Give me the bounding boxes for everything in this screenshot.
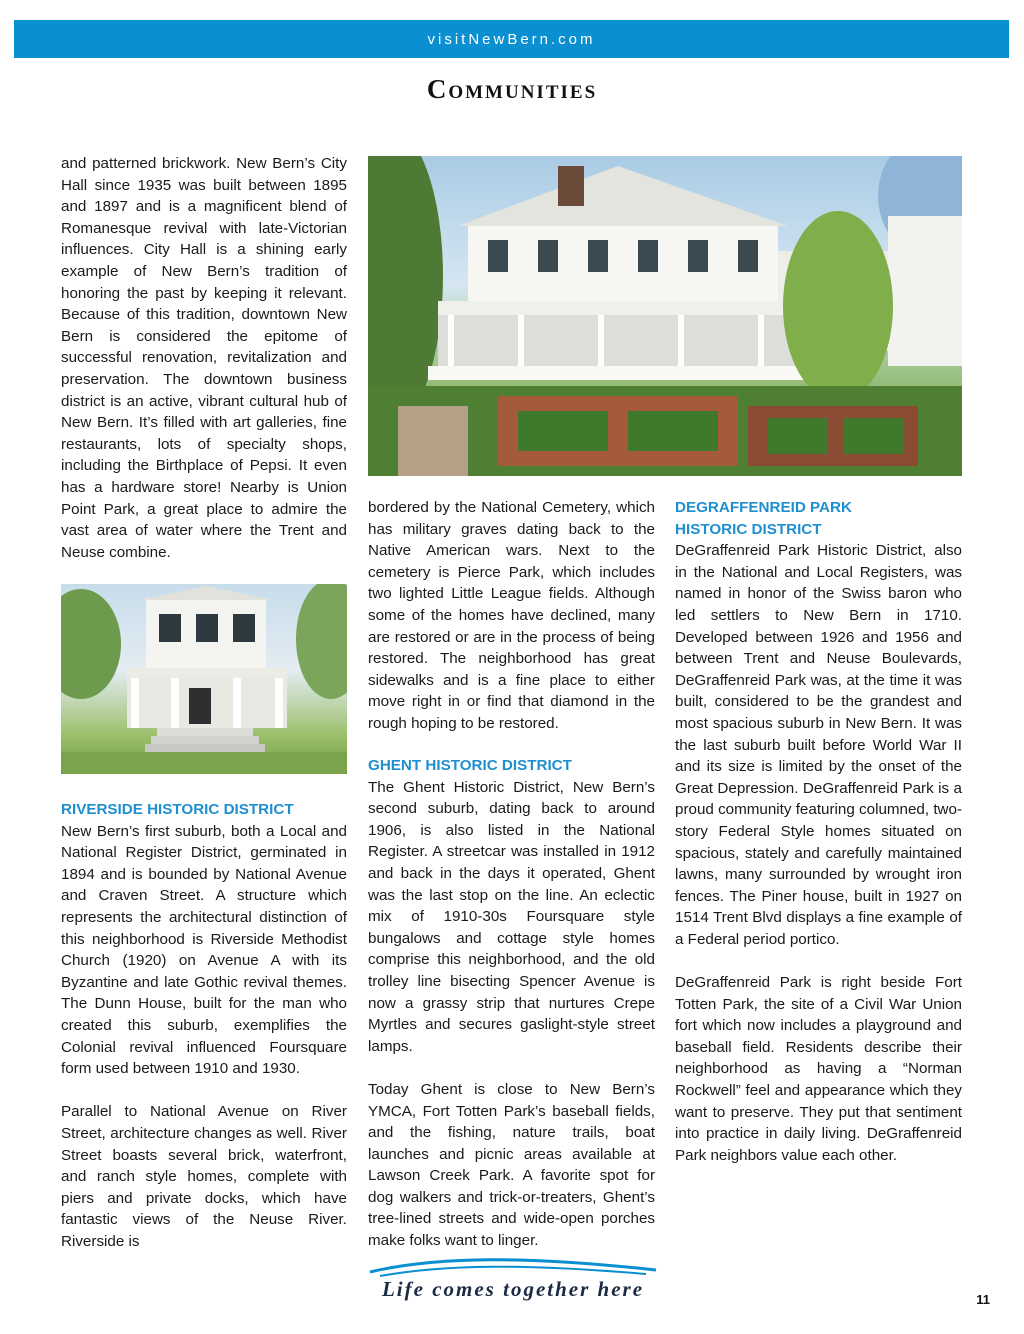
degraffenreid-paragraph-1: DeGraffenreid Park Historic District, also in the National and Local Registers, was named in honor of the Swiss baron who led settlers to New Bern in 1710. Developed between 1926 and 1956 and between Trent and Neuse Boulevards, DeGraffenreid Park was, at the time it was built, considered to be the grandest and most spacious suburb in New Bern. It was the last suburb built before World War II and its size is limited by the onset of the Great Depression. DeGraffenreid Park is a proud community featuring columned, two-story Federal Style homes situated on spacious, stately and carefully maintained lawns, many surrounded by wrought iron fences. The Piner house, built in 1927 on 1514 Trent Blvd displays a fine example of a Federal period portico. [675, 542, 963, 948]
ghent-heading: GHENT HISTORIC DISTRICT [368, 757, 572, 774]
site-url: visitNewBern.com [427, 30, 596, 48]
degraffenreid-heading-line-1: DEGRAFFENREID PARK [675, 499, 852, 516]
ghent-section [368, 755, 655, 1252]
site-header-bar [14, 20, 1009, 58]
ghent-paragraph-2: Today Ghent is close to New Bern’s YMCA, Fort Totten Park’s baseball fields, and the fishing, nature trails, boat launches and picnic areas available at Lawson Creek Park. A favorite spot for dog walkers and trick-or-treaters, Ghent’s tree-lined streets and wide-open porches make folks want to linger. [368, 1080, 655, 1250]
riverside-continued-paragraph: bordered by the National Cemetery, which has military graves dating back to the Native American wars. Next to the cemetery is Pierce Park, which includes two lighted Little League fields. Although some of the homes have declined, many are restored or are in the process of being restored. The neighborhood has great sidewalks and is a fine place to either move right in or find that diamond in the rough hoping to be restored. [368, 499, 655, 732]
riverside-heading: RIVERSIDE HISTORIC DISTRICT [61, 801, 294, 818]
intro-paragraph: and patterned brickwork. New Bern’s City Hall since 1935 was built between 1895 and 1897 and is a magnificent blend of Romanesque revival with late-Victorian influences. City Hall is a shining early example of New Bern’s tradition of honoring the past by keeping it relevant. Because of this tradition, downtown New Bern is considered the epitome of successful renovation, revitalization and preservation. The downtown business district is an active, vibrant cultural hub of New Bern. It’s filled with art galleries, fine restaurants, lots of specialty shops, including the Birthplace of Pepsi. It even has a hardware store! Nearby is Union Point Park, a great place to admire the vast area of water where the Trent and Neuse combine. [61, 155, 347, 561]
page-number: 11 [976, 1292, 990, 1307]
ghent-paragraph-1: The Ghent Historic District, New Bern’s second suburb, dating back to around 1906, is also listed in the National Register. A streetcar was installed in 1912 and back in the days it operated, Ghent was the last stop on the line. An eclectic mix of 1910-30s Foursquare style bungalows and cottage style homes comprise this neighborhood, and the old trolley line bisecting Spencer Avenue is now a grassy strip that nurtures Crepe Myrtles and secures gaslight-style street lamps. [368, 778, 655, 1055]
riverside-section [61, 799, 347, 1252]
white-house-photo [61, 584, 347, 774]
degraffenreid-section [675, 497, 962, 1166]
degraffenreid-heading-line-2: HISTORIC DISTRICT [675, 520, 822, 538]
degraffenreid-paragraph-2: DeGraffenreid Park is right beside Fort Totten Park, the site of a Civil War Union fort which now includes a playground and baseball field. Residents describe their neighborhood as having a “Norman Rockwell” feel and appearance which they want to preserve. They put that sentiment into practice in daily living. DeGraffenreid Park neighbors value each other. [675, 974, 962, 1164]
riverside-paragraph-2: Parallel to National Avenue on River Street, architecture changes as well. River Street boasts several brick, waterfront, and ranch style homes, complete with piers and private docks, which have fantastic views of the Neuse River. Riverside is [61, 1103, 347, 1250]
footer-tagline: Life comes together here [381, 1277, 645, 1301]
riverside-paragraph-1: New Bern’s first suburb, both a Local and National Register District, germinated in 1894 and is bounded by National Avenue and Craven Street. A structure which represents the architectural distinction of this neighborhood is Riverside Methodist Church (1920) on Avenue A with its Byzantine and late Gothic revival themes. The Dunn House, built for the man who created this suburb, exemplifies the Colonial revival influenced Foursquare form used between 1910 and 1930. [61, 822, 347, 1078]
column-1-intro [61, 153, 347, 563]
section-title: Communities [426, 74, 598, 104]
historic-house-garden-photo [368, 156, 962, 476]
column-2 [368, 497, 655, 756]
